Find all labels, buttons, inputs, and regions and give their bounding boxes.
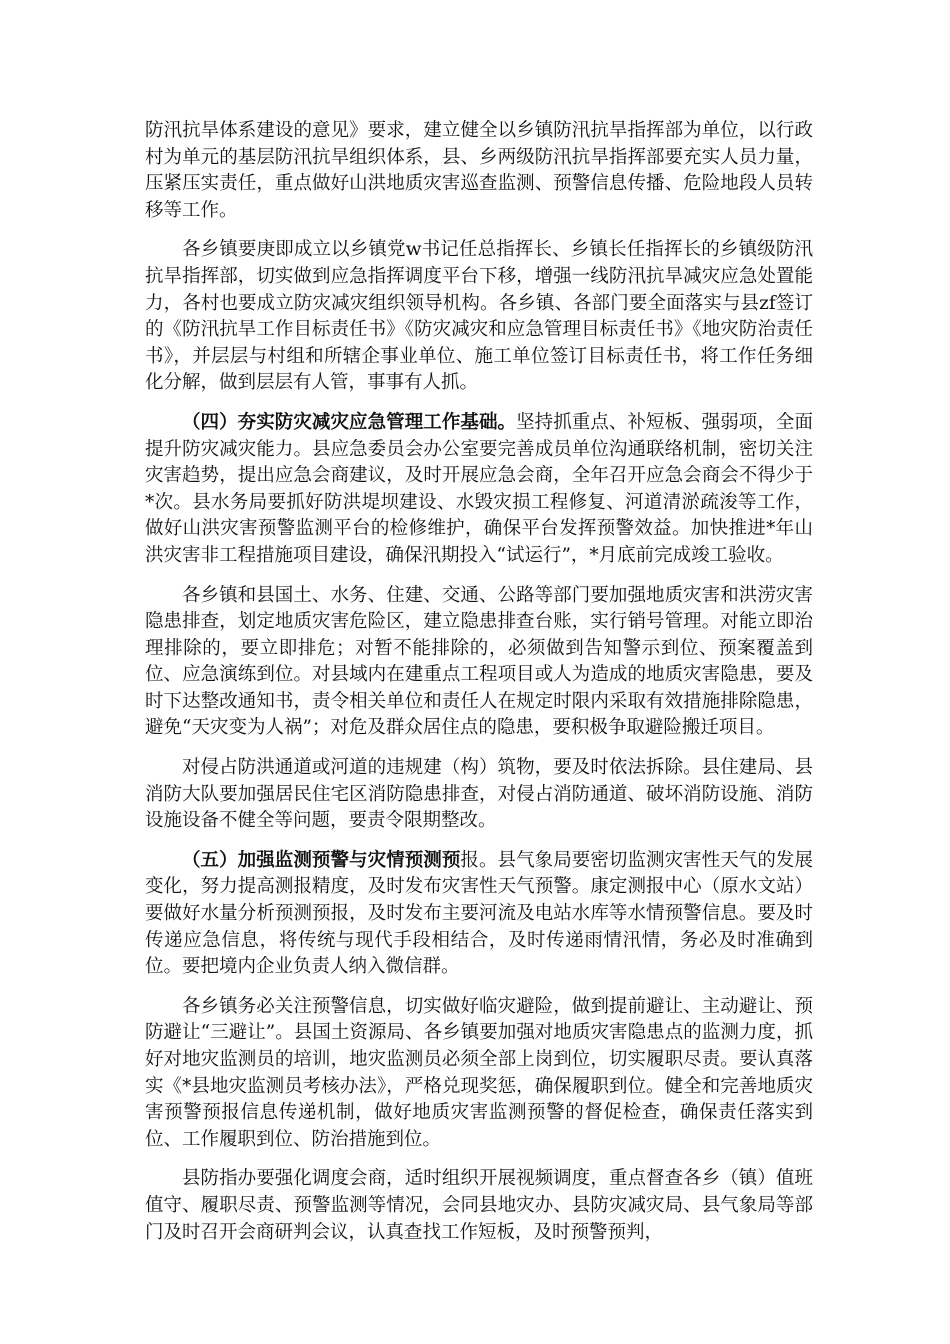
- section-5-heading: （五）加强监测预警与灾情预测预: [182, 849, 461, 871]
- paragraph-5-text: 对侵占防洪通道或河道的违规建（构）筑物，要及时依法拆除。县住建局、县消防大队要加强居民住宅区消防隐患排查，对侵占消防通道、破坏消防设施、消防设施设备不健全等问题，要责令限期整改。: [145, 757, 813, 832]
- paragraph-7: [145, 994, 813, 1154]
- section-4-text: 坚持抓重点、补短板、强弱项，全面提升防灾减灾能力。县应急委员会办公室要完善成员单位沟通联络机制，密切关注灾害趋势，提出应急会商建议，及时开展应急会商，全年召开应急会商会不得少于*次。县水务局要抓好防洪堤坝建设、水毁灾损工程修复、河道清淤疏浚等工作，做好山洪灾害预警监测平台的检修维护，确保平台发挥预警效益。加快推进*年山洪灾害非工程措施项目建设，确保汛期投入“试运行”，*月底前完成竣工验收。: [145, 411, 813, 566]
- paragraph-7-text: 各乡镇务必关注预警信息，切实做好临灾避险，做到提前避让、主动避让、预防避让“三避让”。县国土资源局、各乡镇要加强对地质灾害隐患点的监测力度，抓好对地灾监测员的培训，地灾监测员必须全部上岗到位，切实履职尽责。要认真落实《*县地灾监测员考核办法》，严格兑现奖惩，确保履职到位。健全和完善地质灾害预警预报信息传递机制，做好地质灾害监测预警的督促检查，确保责任落实到位、工作履职到位、防治措施到位。: [145, 995, 813, 1150]
- paragraph-2-text: 各乡镇要庚即成立以乡镇党w书记任总指挥长、乡镇长任指挥长的乡镇级防汛抗旱指挥部，切实做到应急指挥调度平台下移，增强一线防汛抗旱减灾应急处置能力，各村也要成立防灾减灾组织领导机构。各乡镇、各部门要全面落实与县zf签订的《防汛抗旱工作目标责任书》《防灾减灾和应急管理目标责任书》《地灾防治责任书》，并层层与村组和所辖企事业单位、施工单位签订目标责任书，将工作任务细化分解，做到层层有人管，事事有人抓。: [145, 239, 813, 394]
- section-5-text: 报。县气象局要密切监测灾害性天气的发展变化，努力提高测报精度，及时发布灾害性天气预警。康定测报中心（原水文站）要做好水量分析预测预报，及时发布主要河流及电站水库等水情预警信息。要及时传递应急信息，将传统与现代手段相结合，及时传递雨情汛情，务必及时准确到位。要把境内企业负责人纳入微信群。: [145, 849, 813, 978]
- section-4-heading: （四）夯实防灾减灾应急管理工作基础。: [182, 411, 517, 433]
- paragraph-8: [145, 1166, 813, 1246]
- paragraph-2: [145, 237, 813, 397]
- paragraph-4-text: 各乡镇和县国土、水务、住建、交通、公路等部门要加强地质灾害和洪涝灾害隐患排查，划定地质灾害危险区，建立隐患排查台账，实行销号管理。对能立即治理排除的，要立即排危；对暂不能排除的，必须做到告知警示到位、预案覆盖到位、应急演练到位。对县域内在建重点工程项目或人为造成的地质灾害隐患，要及时下达整改通知书，责令相关单位和责任人在规定时限内采取有效措施排除隐患，避免“天灾变为人祸”；对危及群众居住点的隐患，要积极争取避险搬迁项目。: [145, 584, 813, 739]
- section-5-paragraph: [145, 848, 813, 981]
- document-page: [145, 118, 813, 1246]
- paragraph-8-text: 县防指办要强化调度会商，适时组织开展视频调度，重点督查各乡（镇）值班值守、履职尽责、预警监测等情况，会同县地灾办、县防灾减灾局、县气象局等部门及时召开会商研判会议，认真查找工作短板，及时预警预判，: [145, 1168, 813, 1243]
- paragraph-1: [145, 118, 813, 224]
- paragraph-1-text: 防汛抗旱体系建设的意见》要求，建立健全以乡镇防汛抗旱指挥部为单位，以行政村为单元的基层防汛抗旱组织体系，县、乡两级防汛抗旱指挥部要充实人员力量，压紧压实责任，重点做好山洪地质灾害巡查监测、预警信息传播、危险地段人员转移等工作。: [145, 120, 813, 221]
- section-4-paragraph: [145, 410, 813, 570]
- paragraph-4: [145, 583, 813, 743]
- paragraph-5: [145, 755, 813, 835]
